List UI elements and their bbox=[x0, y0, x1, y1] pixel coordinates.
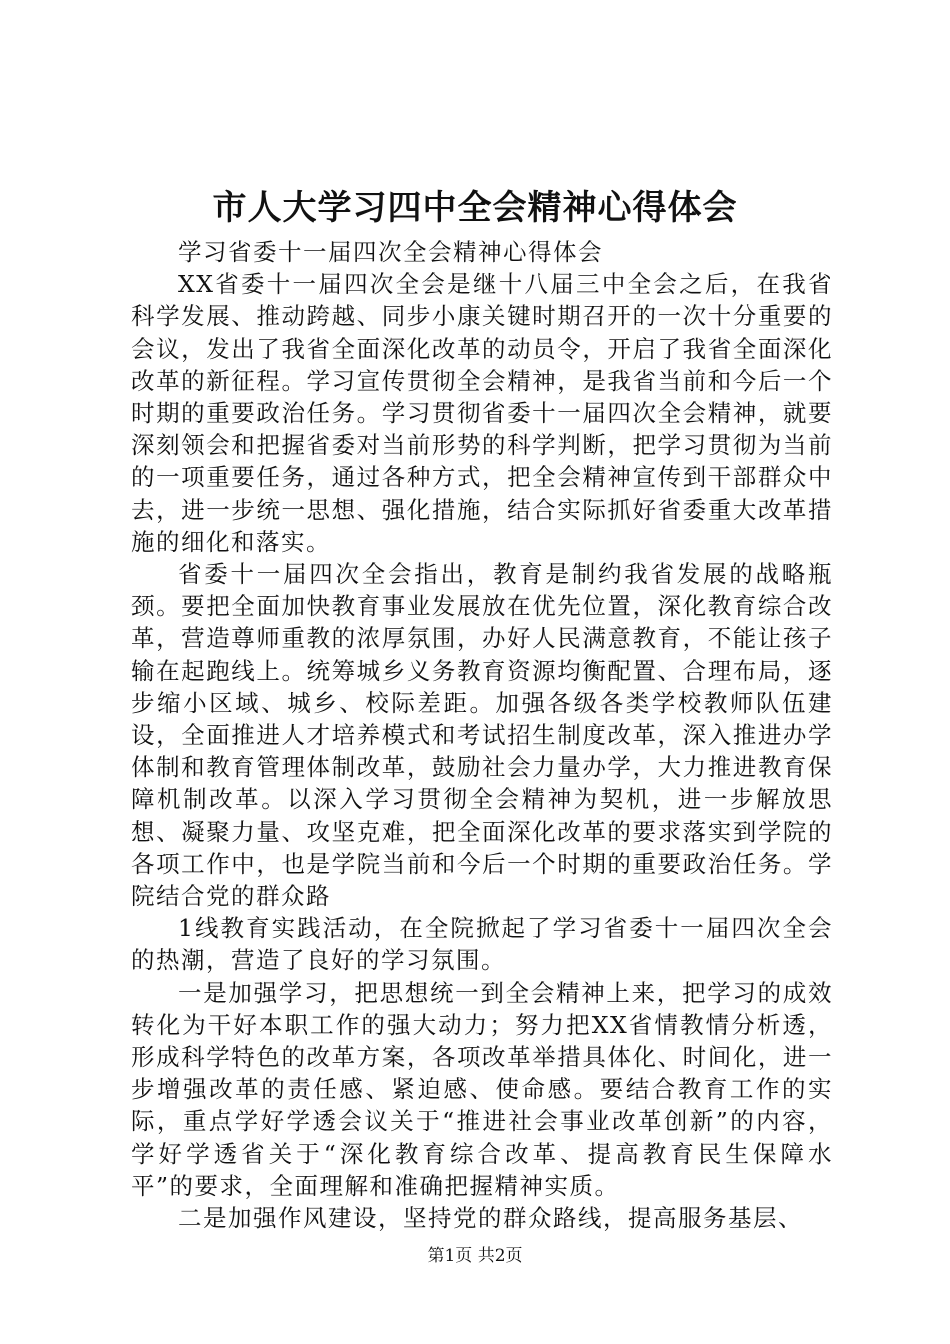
document-body bbox=[131, 236, 833, 1234]
paragraph: XX省委十一届四次全会是继十八届三中全会之后，在我省科学发展、推动跨越、同步小康关键时期召开的一次十分重要的会议，发出了我省全面深化改革的动员令，开启了我省全面深化改革的新征程。学习宣传贯彻全会精神，是我省当前和今后一个时期的重要政治任务。学习贯彻省委十一届四次全会精神，就要深刻领会和把握省委对当前形势的科学判断，把学习贯彻为当前的一项重要任务，通过各种方式，把全会精神宣传到干部群众中去，进一步统一思想、强化措施，结合实际抓好省委重大改革措施的细化和落实。 bbox=[131, 270, 833, 556]
subtitle-paragraph: 学习省委十一届四次全会精神心得体会 bbox=[178, 238, 603, 266]
paragraph: 一是加强学习，把思想统一到全会精神上来，把学习的成效转化为干好本职工作的强大动力；努力把XX省情教情分析透，形成科学特色的改革方案，各项改革举措具体化、时间化，进一步增强改革的责任感、紧迫感、使命感。要结合教育工作的实际，重点学好学透会议关于“推进社会事业改革创新”的内容，学好学透省关于“深化教育综合改革、提高教育民生保障水平”的要求，全面理解和准确把握精神实质。 bbox=[131, 978, 833, 1200]
page-footer: 第1页 共2页 bbox=[427, 1246, 523, 1266]
paragraph: 1线教育实践活动，在全院掀起了学习省委十一届四次全会的热潮，营造了良好的学习氛围。 bbox=[131, 914, 833, 975]
paragraph: 二是加强作风建设，坚持党的群众路线，提高服务基层、 bbox=[178, 1204, 803, 1233]
document-title: 市人大学习四中全会精神心得体会 bbox=[212, 188, 738, 228]
paragraph: 省委十一届四次全会指出，教育是制约我省发展的战略瓶颈。要把全面加快教育事业发展放在优先位置，深化教育综合改革，营造尊师重教的浓厚氛围，办好人民满意教育，不能让孩子输在起跑线上。统筹城乡义务教育资源均衡配置、合理布局，逐步缩小区域、城乡、校际差距。加强各级各类学校教师队伍建设，全面推进人才培养模式和考试招生制度改革，深入推进办学体制和教育管理体制改革，鼓励社会力量办学，大力推进教育保障机制改革。以深入学习贯彻全会精神为契机，进一步解放思想、凝聚力量、攻坚克难，把全面深化改革的要求落实到学院的各项工作中，也是学院当前和今后一个时期的重要政治任务。学院结合党的群众路 bbox=[131, 560, 833, 911]
